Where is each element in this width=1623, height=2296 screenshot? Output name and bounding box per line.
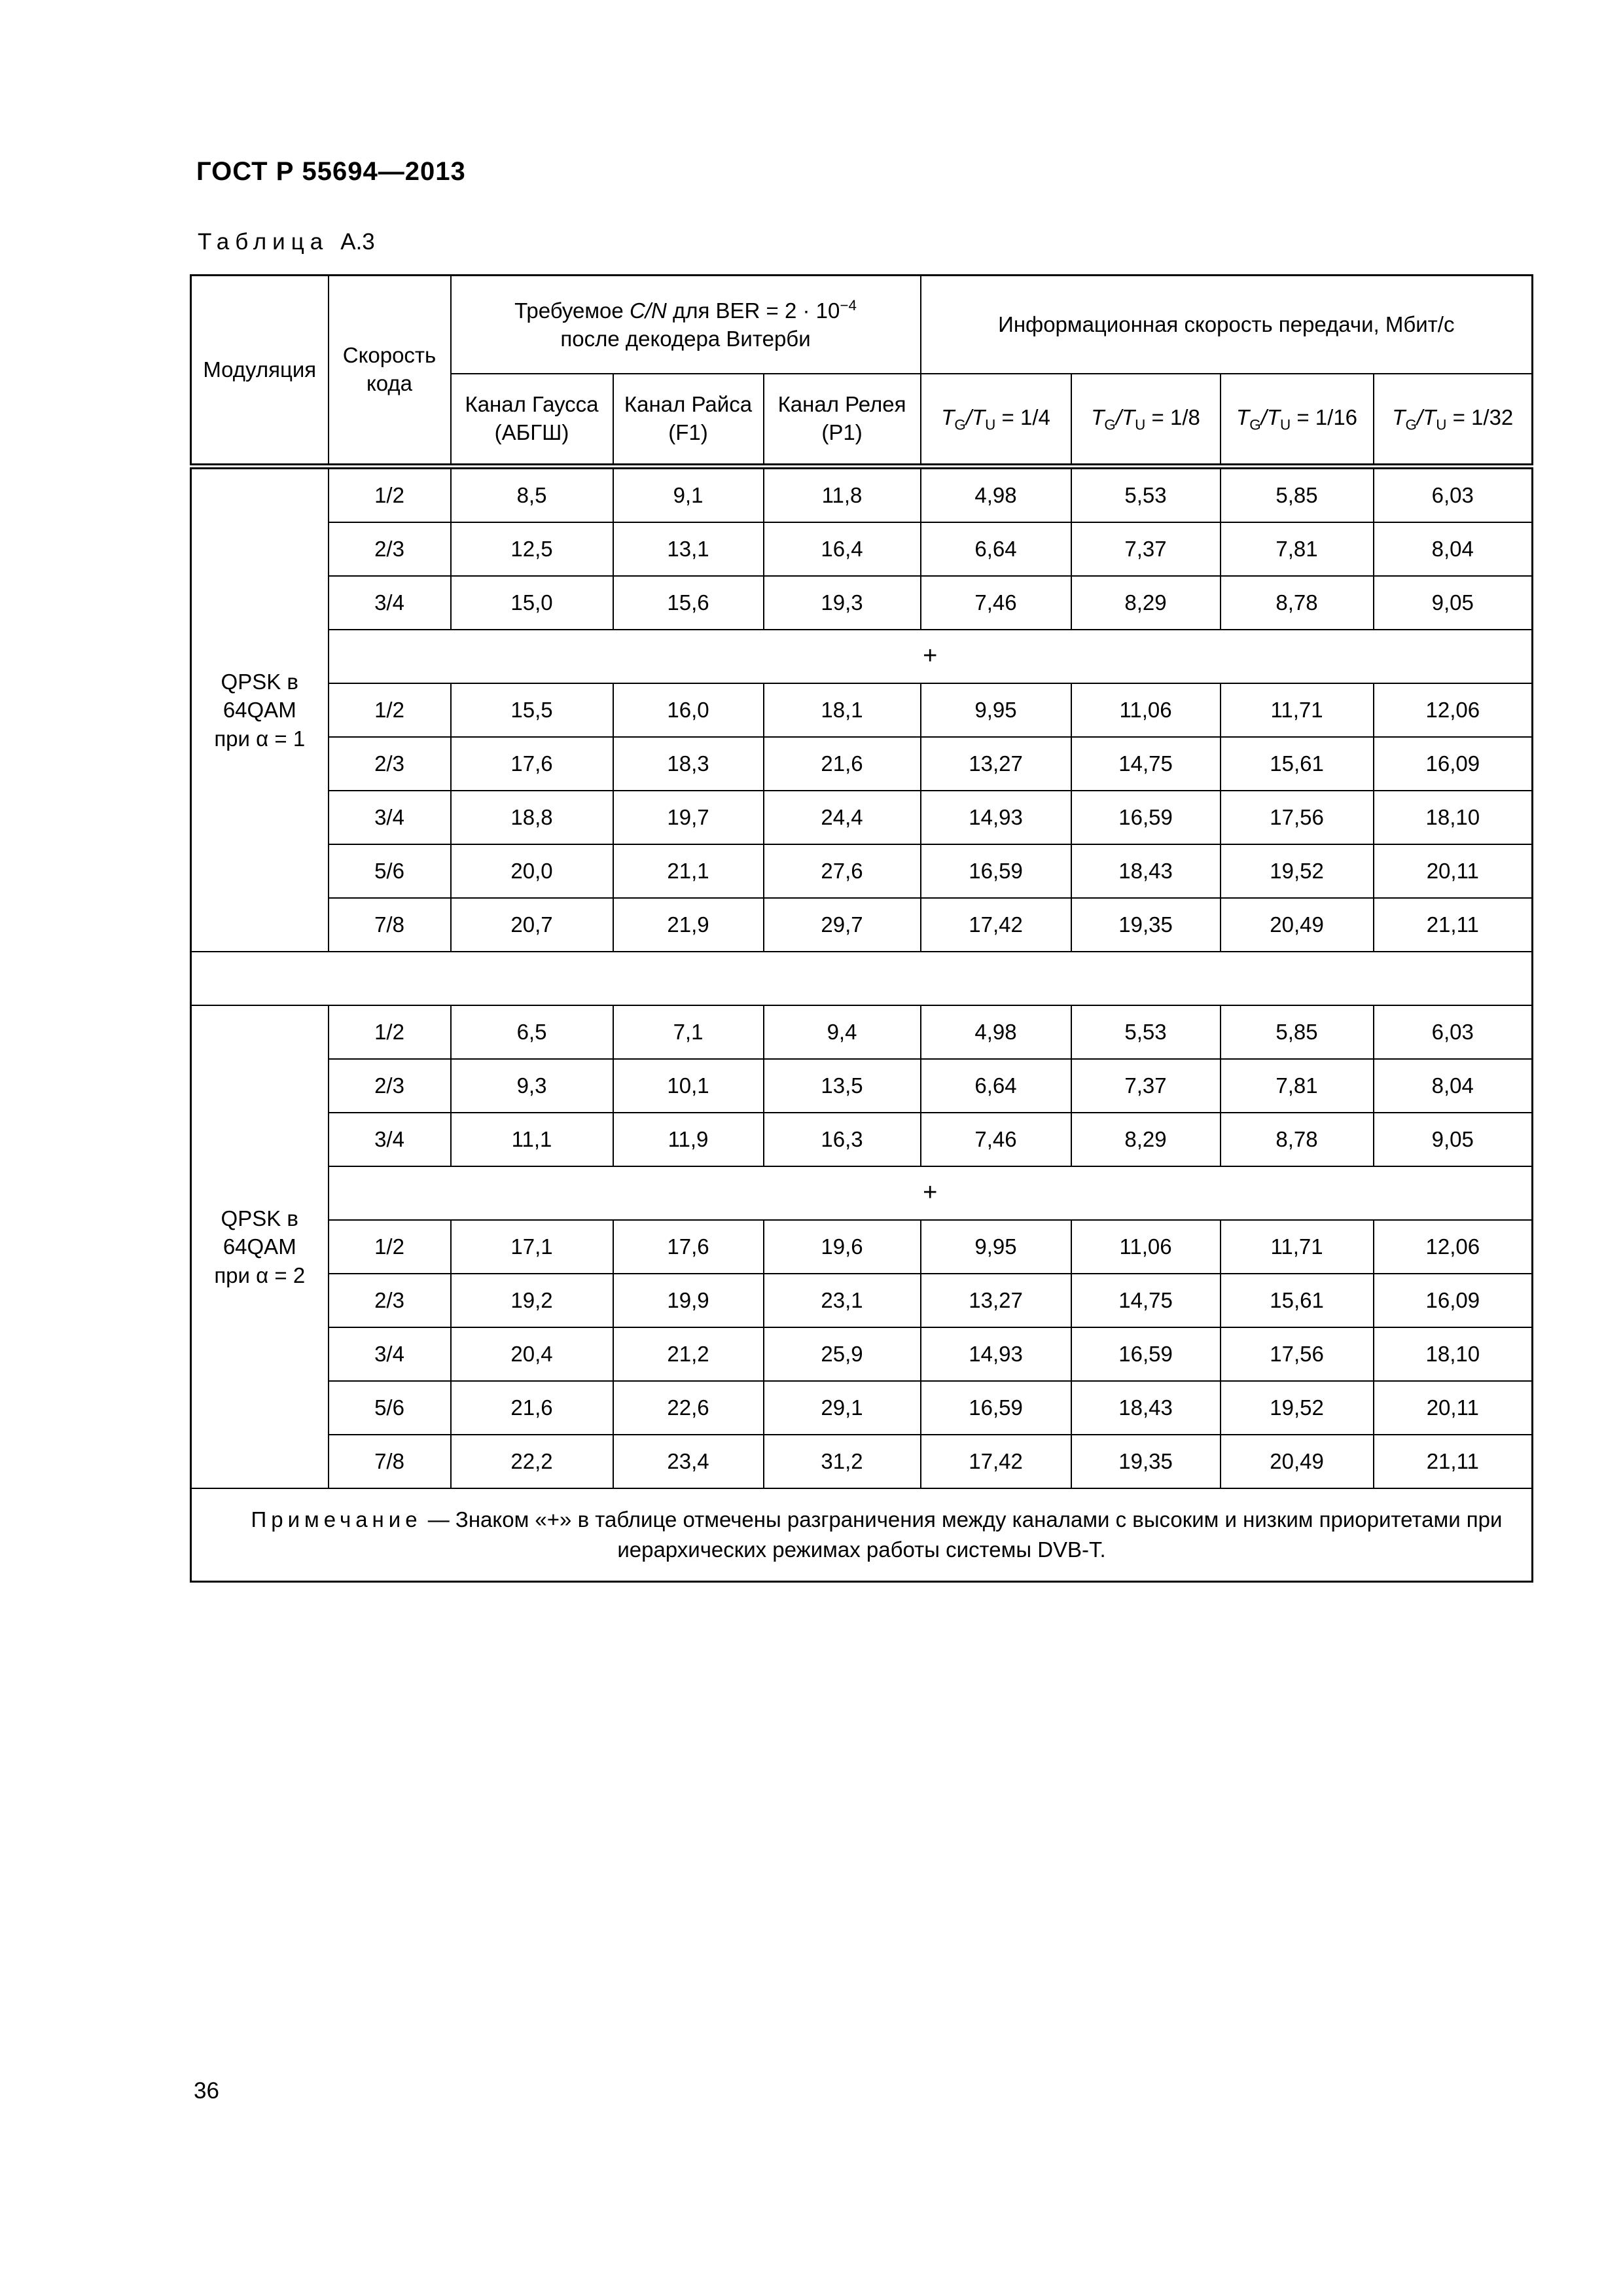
guard-header-1-16	[1221, 374, 1374, 467]
value-cell: 7,81	[1221, 522, 1374, 576]
value-cell: 21,11	[1374, 898, 1533, 952]
note-paragraph	[192, 1505, 1531, 1565]
value-cell: 19,9	[613, 1274, 764, 1327]
header-row-groups	[191, 276, 1533, 374]
code-rate-cell: 7/8	[329, 898, 451, 952]
value-cell: 16,59	[1071, 1327, 1221, 1381]
guard-sub-g: G	[1104, 416, 1116, 433]
value-cell: 18,43	[1071, 844, 1221, 898]
value-cell: 9,95	[921, 683, 1071, 737]
separator-cell	[191, 952, 1533, 1005]
value-cell: 29,7	[764, 898, 921, 952]
channel-header-gauss	[451, 374, 613, 467]
value-cell: 13,27	[921, 1274, 1071, 1327]
table-header	[191, 276, 1533, 467]
value-cell: 18,43	[1071, 1381, 1221, 1435]
modulation-label-line: при α = 2	[214, 1263, 306, 1287]
value-cell: 14,75	[1071, 1274, 1221, 1327]
value-cell: 17,56	[1221, 1327, 1374, 1381]
value-cell: 7,37	[1071, 1059, 1221, 1113]
value-cell: 16,4	[764, 522, 921, 576]
value-cell: 17,42	[921, 1435, 1071, 1488]
table-body	[191, 467, 1533, 1489]
value-cell: 14,75	[1071, 737, 1221, 791]
value-cell: 11,9	[613, 1113, 764, 1166]
value-cell: 6,64	[921, 522, 1071, 576]
guard-value: = 1/4	[995, 404, 1050, 429]
modulation-label-line: QPSK в	[221, 669, 298, 694]
section-separator-row	[191, 952, 1533, 1005]
guard-t: T	[1266, 404, 1280, 429]
value-cell: 19,35	[1071, 898, 1221, 952]
table-row	[191, 1113, 1533, 1166]
value-cell: 19,7	[613, 791, 764, 844]
value-cell: 9,4	[764, 1005, 921, 1059]
value-cell: 17,1	[451, 1220, 613, 1274]
guard-t: T	[971, 404, 986, 429]
value-cell: 15,6	[613, 576, 764, 630]
guard-t: T	[1091, 404, 1105, 429]
value-cell: 12,06	[1374, 683, 1533, 737]
value-cell: 21,11	[1374, 1435, 1533, 1488]
value-cell: 27,6	[764, 844, 921, 898]
code-rate-line2: кода	[366, 371, 413, 395]
code-rate-line1: Скорость	[342, 343, 437, 368]
code-rate-cell: 2/3	[329, 522, 451, 576]
table-caption-word: Таблица	[198, 229, 329, 255]
modulation-label-line: 64QAM	[223, 1234, 296, 1259]
plus-marker-cell: +	[329, 630, 1533, 683]
guard-slash: /	[965, 404, 972, 429]
value-cell: 20,7	[451, 898, 613, 952]
value-cell: 24,4	[764, 791, 921, 844]
modulation-label-line: QPSK в	[221, 1206, 298, 1230]
value-cell: 15,0	[451, 576, 613, 630]
cn-symbol: C/N	[629, 298, 667, 323]
value-cell: 18,8	[451, 791, 613, 844]
code-rate-cell: 5/6	[329, 844, 451, 898]
value-cell: 9,05	[1374, 1113, 1533, 1166]
value-cell: 6,03	[1374, 467, 1533, 523]
guard-sub-u: U	[985, 416, 996, 433]
value-cell: 25,9	[764, 1327, 921, 1381]
value-cell: 13,1	[613, 522, 764, 576]
code-rate-cell: 7/8	[329, 1435, 451, 1488]
value-cell: 5,85	[1221, 1005, 1374, 1059]
value-cell: 19,6	[764, 1220, 921, 1274]
code-rate-cell: 2/3	[329, 737, 451, 791]
value-cell: 11,06	[1071, 1220, 1221, 1274]
table-row	[191, 737, 1533, 791]
table-row	[191, 683, 1533, 737]
value-cell: 22,2	[451, 1435, 613, 1488]
channel-name: Канал Райса	[624, 392, 753, 417]
value-cell: 21,2	[613, 1327, 764, 1381]
channel-header-rayleigh	[764, 374, 921, 467]
guard-value: = 1/32	[1446, 404, 1514, 429]
value-cell: 20,49	[1221, 1435, 1374, 1488]
value-cell: 7,81	[1221, 1059, 1374, 1113]
value-cell: 12,5	[451, 522, 613, 576]
table-row	[191, 1059, 1533, 1113]
value-cell: 20,49	[1221, 898, 1374, 952]
value-cell: 21,1	[613, 844, 764, 898]
value-cell: 19,2	[451, 1274, 613, 1327]
note-label: Примечание	[251, 1507, 422, 1532]
modulation-cell	[191, 467, 329, 952]
cn-prefix: Требуемое	[514, 298, 630, 323]
modulation-label-line: 64QAM	[223, 698, 296, 723]
value-cell: 6,5	[451, 1005, 613, 1059]
code-rate-cell: 1/2	[329, 683, 451, 737]
value-cell: 19,3	[764, 576, 921, 630]
value-cell: 12,06	[1374, 1220, 1533, 1274]
value-cell: 19,35	[1071, 1435, 1221, 1488]
value-cell: 8,29	[1071, 576, 1221, 630]
value-cell: 9,3	[451, 1059, 613, 1113]
table-row	[191, 1327, 1533, 1381]
value-cell: 11,1	[451, 1113, 613, 1166]
value-cell: 9,05	[1374, 576, 1533, 630]
guard-t: T	[1392, 404, 1406, 429]
value-cell: 15,5	[451, 683, 613, 737]
value-cell: 16,3	[764, 1113, 921, 1166]
value-cell: 8,04	[1374, 522, 1533, 576]
guard-value: = 1/8	[1145, 404, 1200, 429]
code-rate-cell: 1/2	[329, 1220, 451, 1274]
value-cell: 11,06	[1071, 683, 1221, 737]
table-row	[191, 1435, 1533, 1488]
value-cell: 14,93	[921, 1327, 1071, 1381]
guard-slash: /	[1260, 404, 1267, 429]
table-row	[191, 844, 1533, 898]
guard-value: = 1/16	[1291, 404, 1358, 429]
modulation-header-cell: Модуляция	[191, 276, 329, 467]
guard-slash: /	[1115, 404, 1122, 429]
table-note-section	[191, 1488, 1533, 1582]
value-cell: 7,46	[921, 1113, 1071, 1166]
table-row	[191, 1220, 1533, 1274]
value-cell: 19,52	[1221, 1381, 1374, 1435]
code-rate-cell: 3/4	[329, 1327, 451, 1381]
value-cell: 19,52	[1221, 844, 1374, 898]
value-cell: 17,6	[613, 1220, 764, 1274]
value-cell: 15,61	[1221, 1274, 1374, 1327]
info-group-header-cell: Информационная скорость передачи, Мбит/с	[921, 276, 1533, 374]
guard-header-1-8	[1071, 374, 1221, 467]
table-row	[191, 467, 1533, 523]
value-cell: 18,3	[613, 737, 764, 791]
value-cell: 21,6	[764, 737, 921, 791]
value-cell: 31,2	[764, 1435, 921, 1488]
value-cell: 18,10	[1374, 1327, 1533, 1381]
table-caption	[198, 229, 375, 255]
value-cell: 16,0	[613, 683, 764, 737]
value-cell: 11,8	[764, 467, 921, 523]
value-cell: 5,53	[1071, 467, 1221, 523]
table-row	[191, 1274, 1533, 1327]
value-cell: 20,11	[1374, 844, 1533, 898]
code-rate-cell: 1/2	[329, 1005, 451, 1059]
table-row	[191, 1005, 1533, 1059]
value-cell: 17,6	[451, 737, 613, 791]
value-cell: 9,95	[921, 1220, 1071, 1274]
value-cell: 10,1	[613, 1059, 764, 1113]
code-rate-cell: 3/4	[329, 791, 451, 844]
guard-header-1-32	[1374, 374, 1533, 467]
value-cell: 20,4	[451, 1327, 613, 1381]
value-cell: 22,6	[613, 1381, 764, 1435]
guard-sub-g: G	[1249, 416, 1261, 433]
value-cell: 21,6	[451, 1381, 613, 1435]
value-cell: 7,46	[921, 576, 1071, 630]
code-rate-cell: 1/2	[329, 467, 451, 523]
guard-sub-g: G	[954, 416, 966, 433]
guard-t: T	[1121, 404, 1135, 429]
channel-name: Канал Релея	[777, 392, 906, 417]
value-cell: 5,53	[1071, 1005, 1221, 1059]
guard-slash: /	[1416, 404, 1423, 429]
cn-group-line2: после декодера Витерби	[560, 327, 811, 351]
guard-sub-u: U	[1135, 416, 1146, 433]
value-cell: 15,61	[1221, 737, 1374, 791]
guard-sub-u: U	[1279, 416, 1291, 433]
value-cell: 6,64	[921, 1059, 1071, 1113]
value-cell: 11,71	[1221, 1220, 1374, 1274]
value-cell: 21,9	[613, 898, 764, 952]
note-row	[191, 1488, 1533, 1582]
code-rate-cell: 3/4	[329, 1113, 451, 1166]
table-row	[191, 576, 1533, 630]
value-cell: 7,37	[1071, 522, 1221, 576]
value-cell: 7,1	[613, 1005, 764, 1059]
value-cell: 8,78	[1221, 576, 1374, 630]
value-cell: 18,10	[1374, 791, 1533, 844]
value-cell: 23,4	[613, 1435, 764, 1488]
channel-header-rice	[613, 374, 764, 467]
code-rate-header-cell	[329, 276, 451, 467]
table-row	[191, 898, 1533, 952]
note-text: — Знаком «+» в таблице отмечены разграничения между каналами с высоким и низким приоритетами при иерархических режимах работы системы DVB-T.	[421, 1507, 1503, 1562]
table-row	[191, 1381, 1533, 1435]
value-cell: 17,56	[1221, 791, 1374, 844]
value-cell: 29,1	[764, 1381, 921, 1435]
modulation-cell	[191, 1005, 329, 1488]
value-cell: 13,27	[921, 737, 1071, 791]
guard-sub-u: U	[1436, 416, 1447, 433]
guard-t: T	[941, 404, 955, 429]
cn-mid: для BER = 2 · 10	[666, 298, 840, 323]
guard-sub-g: G	[1405, 416, 1417, 433]
modulation-label-line: при α = 1	[214, 726, 306, 751]
channel-code: (P1)	[821, 420, 863, 444]
guard-t: T	[1423, 404, 1436, 429]
table-caption-number: А.3	[340, 229, 375, 255]
value-cell: 16,59	[921, 1381, 1071, 1435]
value-cell: 6,03	[1374, 1005, 1533, 1059]
value-cell: 13,5	[764, 1059, 921, 1113]
value-cell: 16,09	[1374, 1274, 1533, 1327]
priority-divider-row	[191, 630, 1533, 683]
value-cell: 8,29	[1071, 1113, 1221, 1166]
value-cell: 20,0	[451, 844, 613, 898]
channel-code: (F1)	[668, 420, 708, 444]
value-cell: 8,04	[1374, 1059, 1533, 1113]
value-cell: 11,71	[1221, 683, 1374, 737]
code-rate-cell: 2/3	[329, 1059, 451, 1113]
value-cell: 20,11	[1374, 1381, 1533, 1435]
cn-group-header-cell	[451, 276, 921, 374]
cn-exponent: −4	[840, 297, 857, 314]
code-rate-cell: 3/4	[329, 576, 451, 630]
value-cell: 4,98	[921, 1005, 1071, 1059]
priority-divider-row	[191, 1166, 1533, 1220]
value-cell: 5,85	[1221, 467, 1374, 523]
value-cell: 9,1	[613, 467, 764, 523]
note-cell	[191, 1488, 1533, 1582]
code-rate-cell: 5/6	[329, 1381, 451, 1435]
table-row	[191, 791, 1533, 844]
value-cell: 8,78	[1221, 1113, 1374, 1166]
value-cell: 17,42	[921, 898, 1071, 952]
guard-t: T	[1236, 404, 1250, 429]
cn-group-line1	[452, 296, 920, 325]
value-cell: 14,93	[921, 791, 1071, 844]
guard-header-1-4	[921, 374, 1071, 467]
plus-marker-cell: +	[329, 1166, 1533, 1220]
channel-name: Канал Гаусса	[465, 392, 599, 417]
gost-table	[190, 274, 1533, 1583]
document-code: ГОСТ Р 55694—2013	[196, 157, 466, 186]
value-cell: 16,59	[1071, 791, 1221, 844]
value-cell: 18,1	[764, 683, 921, 737]
value-cell: 16,09	[1374, 737, 1533, 791]
value-cell: 23,1	[764, 1274, 921, 1327]
value-cell: 16,59	[921, 844, 1071, 898]
channel-code: (АБГШ)	[494, 420, 569, 444]
table-row	[191, 522, 1533, 576]
value-cell: 8,5	[451, 467, 613, 523]
page-number: 36	[194, 2078, 219, 2104]
code-rate-cell: 2/3	[329, 1274, 451, 1327]
value-cell: 4,98	[921, 467, 1071, 523]
